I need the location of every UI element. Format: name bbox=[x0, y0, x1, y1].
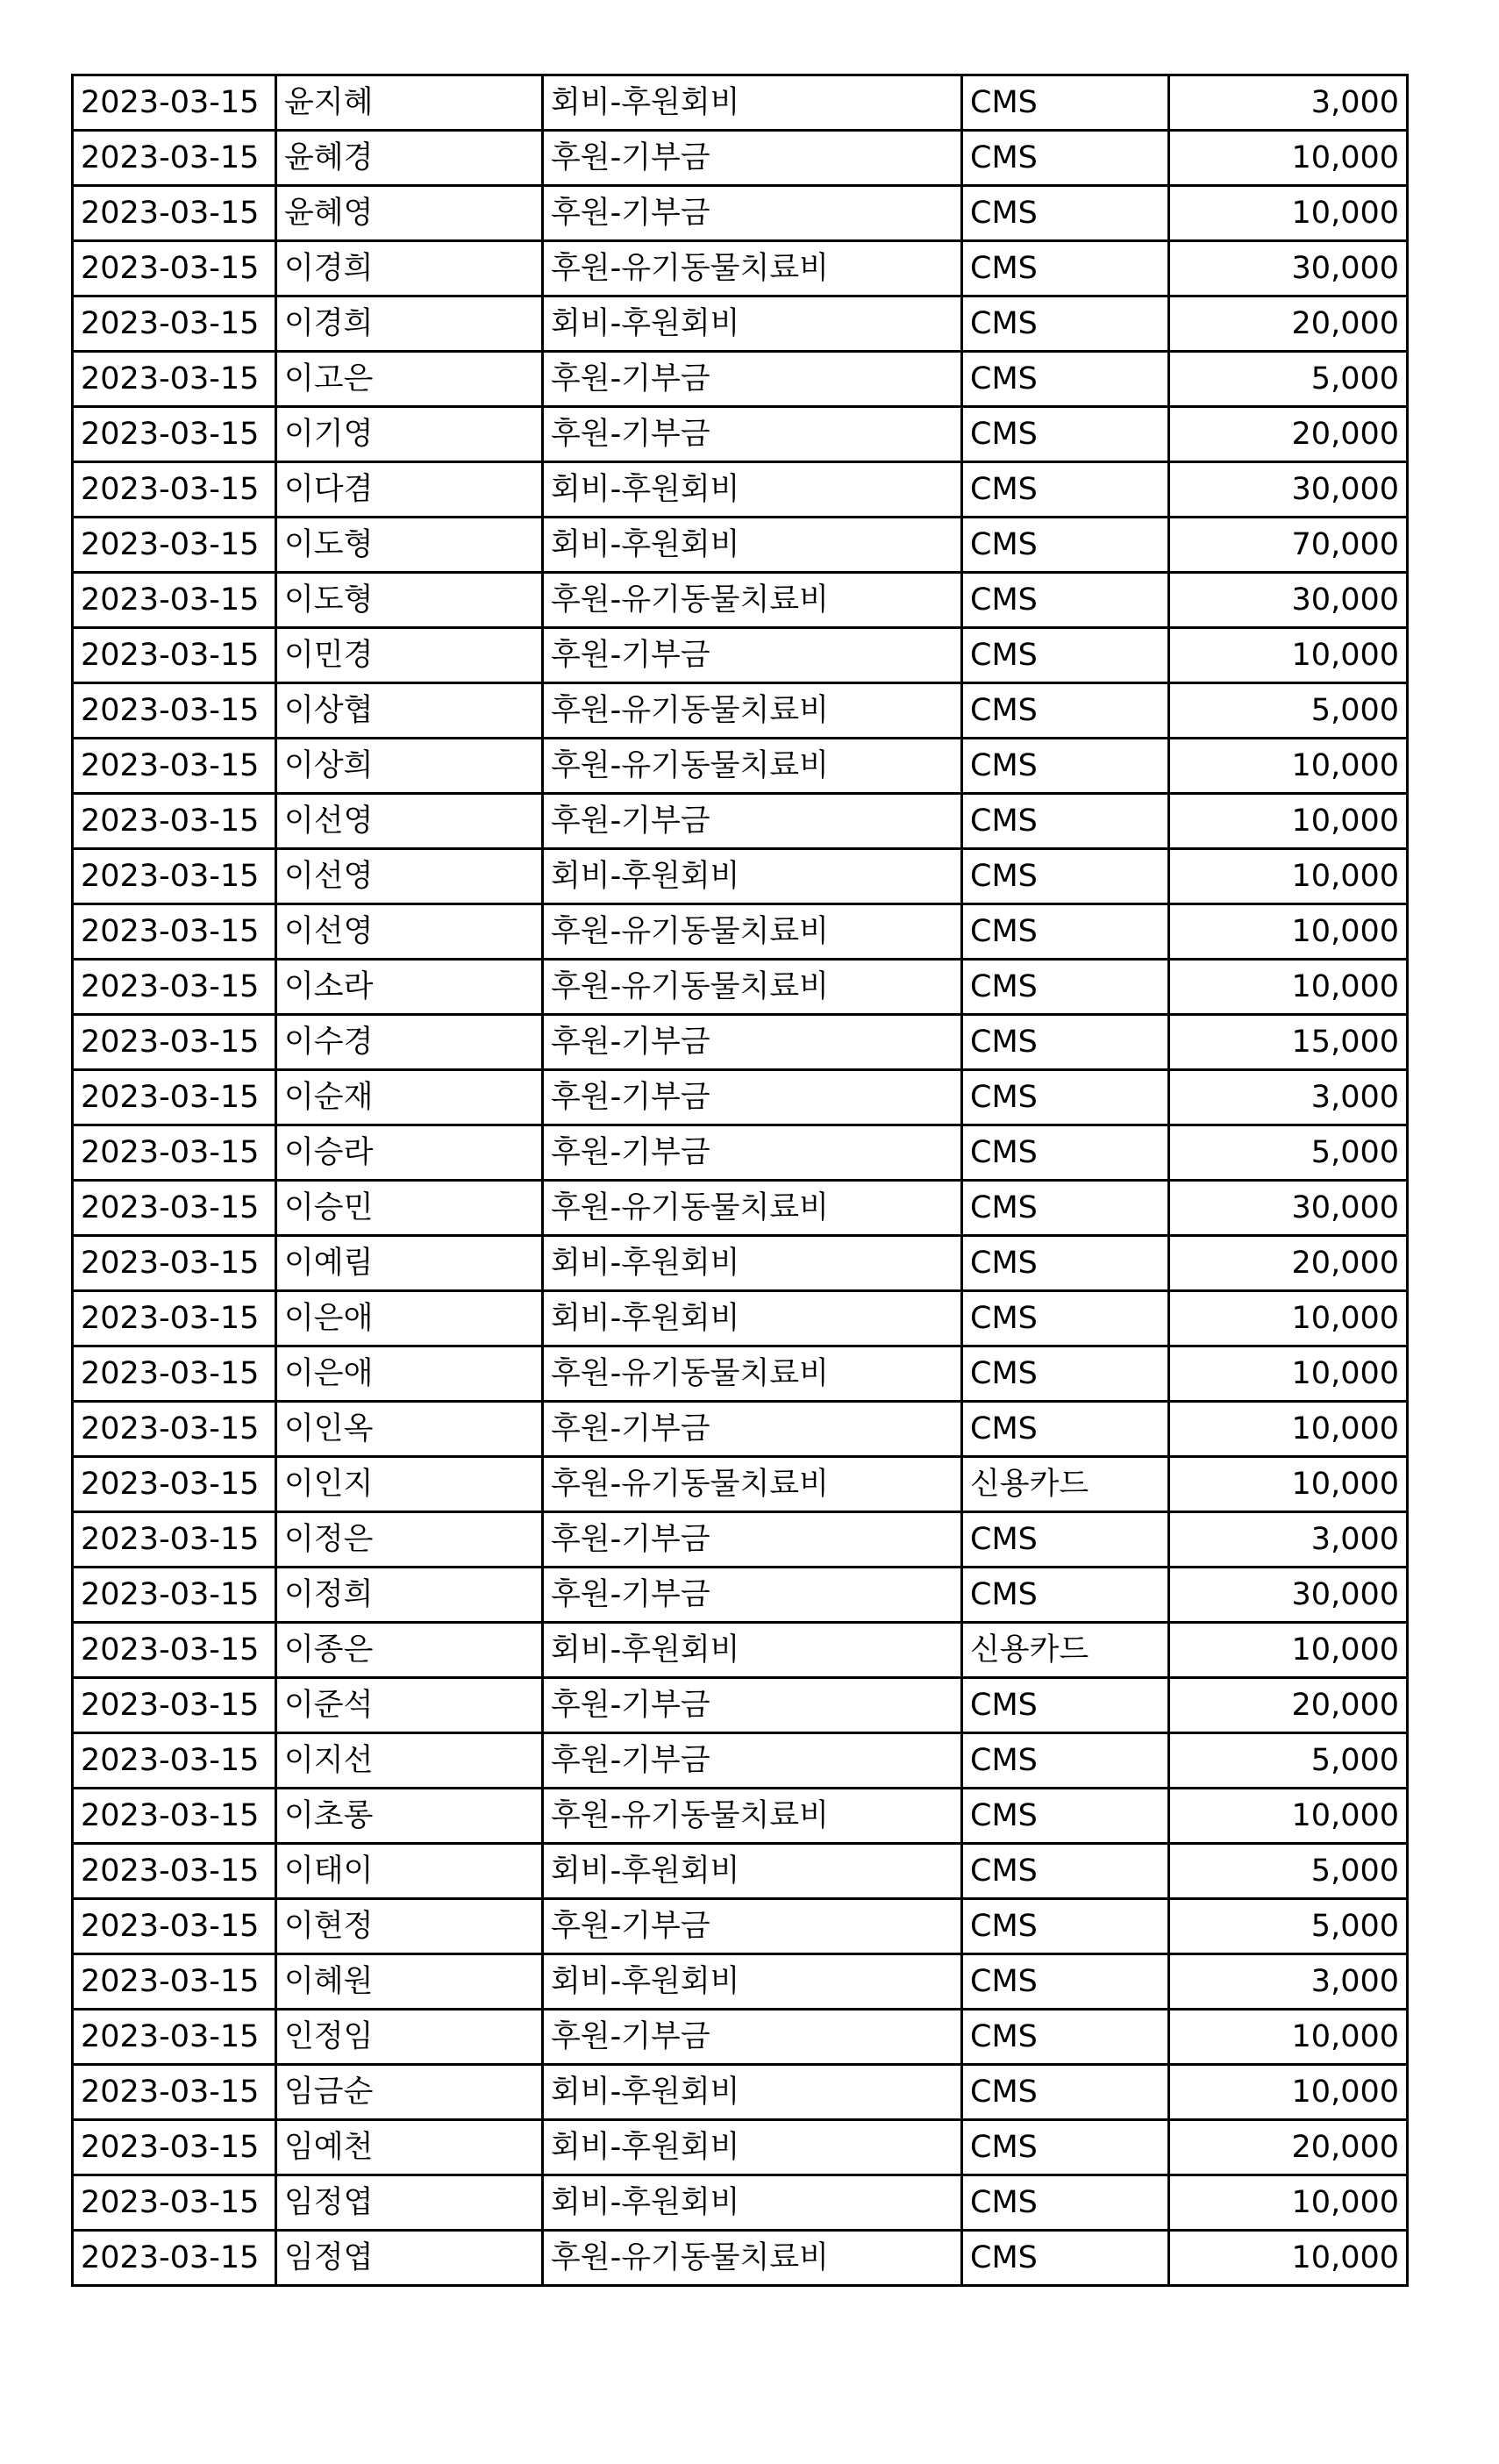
table-row bbox=[73, 1125, 1408, 1181]
donation-ledger-table bbox=[71, 74, 1409, 2287]
category-cell: 후원-유기동물치료비 bbox=[543, 1789, 962, 1844]
donor-name-cell: 이고은 bbox=[276, 352, 543, 407]
date-cell: 2023-03-15 bbox=[73, 186, 276, 241]
date-cell: 2023-03-15 bbox=[73, 1623, 276, 1678]
donor-name-cell: 이경희 bbox=[276, 296, 543, 352]
donor-name-cell: 이혜원 bbox=[276, 1954, 543, 2010]
date-cell: 2023-03-15 bbox=[73, 1512, 276, 1568]
donor-name-cell: 이수경 bbox=[276, 1015, 543, 1070]
payment-method-cell: CMS bbox=[962, 1402, 1169, 1457]
category-cell: 회비-후원회비 bbox=[543, 1291, 962, 1346]
date-cell: 2023-03-15 bbox=[73, 1125, 276, 1181]
amount-cell: 10,000 bbox=[1169, 904, 1408, 960]
amount-cell: 20,000 bbox=[1169, 296, 1408, 352]
donor-name-cell: 임정엽 bbox=[276, 2231, 543, 2286]
donor-name-cell: 이은애 bbox=[276, 1291, 543, 1346]
date-cell: 2023-03-15 bbox=[73, 1789, 276, 1844]
amount-cell: 30,000 bbox=[1169, 1181, 1408, 1236]
amount-cell: 20,000 bbox=[1169, 1236, 1408, 1291]
ledger-body bbox=[73, 75, 1408, 2286]
table-row bbox=[73, 1070, 1408, 1125]
donor-name-cell: 이도형 bbox=[276, 573, 543, 628]
donor-name-cell: 이은애 bbox=[276, 1346, 543, 1402]
donor-name-cell: 임금순 bbox=[276, 2065, 543, 2120]
table-row bbox=[73, 1181, 1408, 1236]
donor-name-cell: 임예천 bbox=[276, 2120, 543, 2175]
donor-name-cell: 이소라 bbox=[276, 960, 543, 1015]
category-cell: 후원-기부금 bbox=[543, 1125, 962, 1181]
donor-name-cell: 이정은 bbox=[276, 1512, 543, 1568]
donor-name-cell: 이준석 bbox=[276, 1678, 543, 1733]
payment-method-cell: CMS bbox=[962, 1125, 1169, 1181]
donor-name-cell: 이도형 bbox=[276, 518, 543, 573]
table-row bbox=[73, 1291, 1408, 1346]
payment-method-cell: 신용카드 bbox=[962, 1623, 1169, 1678]
payment-method-cell: CMS bbox=[962, 1733, 1169, 1789]
payment-method-cell: CMS bbox=[962, 407, 1169, 462]
table-row bbox=[73, 1733, 1408, 1789]
table-row bbox=[73, 1512, 1408, 1568]
table-row bbox=[73, 573, 1408, 628]
category-cell: 회비-후원회비 bbox=[543, 1844, 962, 1899]
amount-cell: 5,000 bbox=[1169, 1899, 1408, 1954]
donor-name-cell: 이선영 bbox=[276, 794, 543, 849]
amount-cell: 20,000 bbox=[1169, 407, 1408, 462]
date-cell: 2023-03-15 bbox=[73, 1402, 276, 1457]
category-cell: 후원-기부금 bbox=[543, 131, 962, 186]
payment-method-cell: CMS bbox=[962, 1568, 1169, 1623]
category-cell: 회비-후원회비 bbox=[543, 296, 962, 352]
table-row bbox=[73, 186, 1408, 241]
date-cell: 2023-03-15 bbox=[73, 1070, 276, 1125]
payment-method-cell: CMS bbox=[962, 1015, 1169, 1070]
amount-cell: 5,000 bbox=[1169, 1733, 1408, 1789]
date-cell: 2023-03-15 bbox=[73, 960, 276, 1015]
category-cell: 회비-후원회비 bbox=[543, 2120, 962, 2175]
table-row bbox=[73, 849, 1408, 904]
table-row bbox=[73, 1678, 1408, 1733]
payment-method-cell: CMS bbox=[962, 960, 1169, 1015]
payment-method-cell: CMS bbox=[962, 2231, 1169, 2286]
donor-name-cell: 이상희 bbox=[276, 739, 543, 794]
date-cell: 2023-03-15 bbox=[73, 1181, 276, 1236]
category-cell: 후원-기부금 bbox=[543, 1568, 962, 1623]
amount-cell: 5,000 bbox=[1169, 352, 1408, 407]
donor-name-cell: 이기영 bbox=[276, 407, 543, 462]
payment-method-cell: CMS bbox=[962, 186, 1169, 241]
payment-method-cell: CMS bbox=[962, 241, 1169, 296]
amount-cell: 10,000 bbox=[1169, 1402, 1408, 1457]
payment-method-cell: CMS bbox=[962, 1844, 1169, 1899]
table-row bbox=[73, 2120, 1408, 2175]
date-cell: 2023-03-15 bbox=[73, 1899, 276, 1954]
category-cell: 후원-유기동물치료비 bbox=[543, 1181, 962, 1236]
date-cell: 2023-03-15 bbox=[73, 1568, 276, 1623]
payment-method-cell: CMS bbox=[962, 904, 1169, 960]
payment-method-cell: CMS bbox=[962, 2120, 1169, 2175]
payment-method-cell: CMS bbox=[962, 1181, 1169, 1236]
donor-name-cell: 이선영 bbox=[276, 904, 543, 960]
category-cell: 후원-유기동물치료비 bbox=[543, 739, 962, 794]
date-cell: 2023-03-15 bbox=[73, 352, 276, 407]
table-row bbox=[73, 1789, 1408, 1844]
payment-method-cell: CMS bbox=[962, 1789, 1169, 1844]
donor-name-cell: 이다겸 bbox=[276, 462, 543, 518]
payment-method-cell: CMS bbox=[962, 1899, 1169, 1954]
payment-method-cell: CMS bbox=[962, 131, 1169, 186]
date-cell: 2023-03-15 bbox=[73, 462, 276, 518]
date-cell: 2023-03-15 bbox=[73, 1236, 276, 1291]
category-cell: 회비-후원회비 bbox=[543, 2175, 962, 2231]
date-cell: 2023-03-15 bbox=[73, 131, 276, 186]
date-cell: 2023-03-15 bbox=[73, 849, 276, 904]
amount-cell: 10,000 bbox=[1169, 2231, 1408, 2286]
table-row bbox=[73, 1015, 1408, 1070]
date-cell: 2023-03-15 bbox=[73, 518, 276, 573]
payment-method-cell: CMS bbox=[962, 739, 1169, 794]
amount-cell: 15,000 bbox=[1169, 1015, 1408, 1070]
table-row bbox=[73, 1236, 1408, 1291]
donor-name-cell: 이선영 bbox=[276, 849, 543, 904]
category-cell: 후원-유기동물치료비 bbox=[543, 960, 962, 1015]
amount-cell: 5,000 bbox=[1169, 1125, 1408, 1181]
category-cell: 회비-후원회비 bbox=[543, 1236, 962, 1291]
category-cell: 회비-후원회비 bbox=[543, 518, 962, 573]
amount-cell: 30,000 bbox=[1169, 1568, 1408, 1623]
donor-name-cell: 이정희 bbox=[276, 1568, 543, 1623]
category-cell: 후원-기부금 bbox=[543, 1899, 962, 1954]
category-cell: 후원-기부금 bbox=[543, 1402, 962, 1457]
payment-method-cell: CMS bbox=[962, 1070, 1169, 1125]
category-cell: 후원-유기동물치료비 bbox=[543, 2231, 962, 2286]
amount-cell: 10,000 bbox=[1169, 186, 1408, 241]
category-cell: 회비-후원회비 bbox=[543, 1623, 962, 1678]
donor-name-cell: 이종은 bbox=[276, 1623, 543, 1678]
category-cell: 회비-후원회비 bbox=[543, 75, 962, 131]
table-row bbox=[73, 739, 1408, 794]
category-cell: 후원-기부금 bbox=[543, 1070, 962, 1125]
donor-name-cell: 이순재 bbox=[276, 1070, 543, 1125]
payment-method-cell: CMS bbox=[962, 1678, 1169, 1733]
table-row bbox=[73, 794, 1408, 849]
date-cell: 2023-03-15 bbox=[73, 1733, 276, 1789]
amount-cell: 10,000 bbox=[1169, 1457, 1408, 1512]
category-cell: 후원-유기동물치료비 bbox=[543, 1346, 962, 1402]
category-cell: 후원-유기동물치료비 bbox=[543, 683, 962, 739]
payment-method-cell: CMS bbox=[962, 518, 1169, 573]
table-row bbox=[73, 1844, 1408, 1899]
donor-name-cell: 윤지혜 bbox=[276, 75, 543, 131]
amount-cell: 10,000 bbox=[1169, 960, 1408, 1015]
table-row bbox=[73, 1402, 1408, 1457]
table-row bbox=[73, 628, 1408, 683]
payment-method-cell: CMS bbox=[962, 296, 1169, 352]
date-cell: 2023-03-15 bbox=[73, 2065, 276, 2120]
table-row bbox=[73, 1457, 1408, 1512]
donor-name-cell: 이인옥 bbox=[276, 1402, 543, 1457]
amount-cell: 10,000 bbox=[1169, 2010, 1408, 2065]
amount-cell: 10,000 bbox=[1169, 1789, 1408, 1844]
category-cell: 회비-후원회비 bbox=[543, 462, 962, 518]
table-row bbox=[73, 1568, 1408, 1623]
donor-name-cell: 이지선 bbox=[276, 1733, 543, 1789]
amount-cell: 10,000 bbox=[1169, 794, 1408, 849]
table-row bbox=[73, 2231, 1408, 2286]
date-cell: 2023-03-15 bbox=[73, 628, 276, 683]
category-cell: 후원-기부금 bbox=[543, 2010, 962, 2065]
amount-cell: 10,000 bbox=[1169, 628, 1408, 683]
category-cell: 후원-기부금 bbox=[543, 352, 962, 407]
donor-name-cell: 이민경 bbox=[276, 628, 543, 683]
amount-cell: 5,000 bbox=[1169, 683, 1408, 739]
amount-cell: 30,000 bbox=[1169, 462, 1408, 518]
amount-cell: 3,000 bbox=[1169, 1512, 1408, 1568]
date-cell: 2023-03-15 bbox=[73, 1346, 276, 1402]
category-cell: 후원-기부금 bbox=[543, 1678, 962, 1733]
payment-method-cell: CMS bbox=[962, 628, 1169, 683]
date-cell: 2023-03-15 bbox=[73, 75, 276, 131]
date-cell: 2023-03-15 bbox=[73, 739, 276, 794]
category-cell: 후원-유기동물치료비 bbox=[543, 241, 962, 296]
amount-cell: 3,000 bbox=[1169, 1954, 1408, 2010]
date-cell: 2023-03-15 bbox=[73, 1678, 276, 1733]
payment-method-cell: CMS bbox=[962, 2010, 1169, 2065]
date-cell: 2023-03-15 bbox=[73, 573, 276, 628]
donor-name-cell: 임정엽 bbox=[276, 2175, 543, 2231]
amount-cell: 10,000 bbox=[1169, 2175, 1408, 2231]
amount-cell: 10,000 bbox=[1169, 1291, 1408, 1346]
payment-method-cell: CMS bbox=[962, 849, 1169, 904]
payment-method-cell: 신용카드 bbox=[962, 1457, 1169, 1512]
category-cell: 후원-기부금 bbox=[543, 1015, 962, 1070]
amount-cell: 3,000 bbox=[1169, 75, 1408, 131]
table-row bbox=[73, 960, 1408, 1015]
table-row bbox=[73, 2010, 1408, 2065]
donor-name-cell: 이태이 bbox=[276, 1844, 543, 1899]
amount-cell: 10,000 bbox=[1169, 1623, 1408, 1678]
amount-cell: 70,000 bbox=[1169, 518, 1408, 573]
category-cell: 후원-유기동물치료비 bbox=[543, 904, 962, 960]
table-row bbox=[73, 131, 1408, 186]
table-row bbox=[73, 1623, 1408, 1678]
table-row bbox=[73, 462, 1408, 518]
date-cell: 2023-03-15 bbox=[73, 2175, 276, 2231]
table-row bbox=[73, 75, 1408, 131]
amount-cell: 30,000 bbox=[1169, 573, 1408, 628]
date-cell: 2023-03-15 bbox=[73, 904, 276, 960]
date-cell: 2023-03-15 bbox=[73, 2120, 276, 2175]
donor-name-cell: 이현정 bbox=[276, 1899, 543, 1954]
category-cell: 후원-유기동물치료비 bbox=[543, 573, 962, 628]
date-cell: 2023-03-15 bbox=[73, 407, 276, 462]
date-cell: 2023-03-15 bbox=[73, 1015, 276, 1070]
donor-name-cell: 윤혜영 bbox=[276, 186, 543, 241]
amount-cell: 10,000 bbox=[1169, 131, 1408, 186]
date-cell: 2023-03-15 bbox=[73, 683, 276, 739]
category-cell: 후원-기부금 bbox=[543, 628, 962, 683]
donor-name-cell: 인정임 bbox=[276, 2010, 543, 2065]
payment-method-cell: CMS bbox=[962, 1236, 1169, 1291]
category-cell: 후원-기부금 bbox=[543, 1512, 962, 1568]
category-cell: 회비-후원회비 bbox=[543, 849, 962, 904]
table-row bbox=[73, 2175, 1408, 2231]
donor-name-cell: 이승민 bbox=[276, 1181, 543, 1236]
category-cell: 후원-유기동물치료비 bbox=[543, 1457, 962, 1512]
payment-method-cell: CMS bbox=[962, 573, 1169, 628]
date-cell: 2023-03-15 bbox=[73, 794, 276, 849]
amount-cell: 3,000 bbox=[1169, 1070, 1408, 1125]
category-cell: 회비-후원회비 bbox=[543, 2065, 962, 2120]
payment-method-cell: CMS bbox=[962, 1346, 1169, 1402]
payment-method-cell: CMS bbox=[962, 683, 1169, 739]
payment-method-cell: CMS bbox=[962, 75, 1169, 131]
date-cell: 2023-03-15 bbox=[73, 1457, 276, 1512]
amount-cell: 20,000 bbox=[1169, 2120, 1408, 2175]
payment-method-cell: CMS bbox=[962, 1512, 1169, 1568]
date-cell: 2023-03-15 bbox=[73, 241, 276, 296]
payment-method-cell: CMS bbox=[962, 352, 1169, 407]
table-row bbox=[73, 518, 1408, 573]
amount-cell: 10,000 bbox=[1169, 849, 1408, 904]
donor-name-cell: 이경희 bbox=[276, 241, 543, 296]
date-cell: 2023-03-15 bbox=[73, 2231, 276, 2286]
donor-name-cell: 이승라 bbox=[276, 1125, 543, 1181]
category-cell: 후원-기부금 bbox=[543, 794, 962, 849]
category-cell: 후원-기부금 bbox=[543, 186, 962, 241]
category-cell: 후원-기부금 bbox=[543, 407, 962, 462]
table-row bbox=[73, 904, 1408, 960]
category-cell: 후원-기부금 bbox=[543, 1733, 962, 1789]
amount-cell: 30,000 bbox=[1169, 241, 1408, 296]
payment-method-cell: CMS bbox=[962, 2175, 1169, 2231]
date-cell: 2023-03-15 bbox=[73, 1954, 276, 2010]
table-row bbox=[73, 296, 1408, 352]
amount-cell: 10,000 bbox=[1169, 1346, 1408, 1402]
payment-method-cell: CMS bbox=[962, 462, 1169, 518]
date-cell: 2023-03-15 bbox=[73, 1291, 276, 1346]
amount-cell: 10,000 bbox=[1169, 2065, 1408, 2120]
payment-method-cell: CMS bbox=[962, 2065, 1169, 2120]
table-row bbox=[73, 683, 1408, 739]
table-row bbox=[73, 1954, 1408, 2010]
category-cell: 회비-후원회비 bbox=[543, 1954, 962, 2010]
date-cell: 2023-03-15 bbox=[73, 296, 276, 352]
table-row bbox=[73, 352, 1408, 407]
date-cell: 2023-03-15 bbox=[73, 2010, 276, 2065]
amount-cell: 20,000 bbox=[1169, 1678, 1408, 1733]
payment-method-cell: CMS bbox=[962, 1291, 1169, 1346]
donor-name-cell: 이예림 bbox=[276, 1236, 543, 1291]
donor-name-cell: 이초롱 bbox=[276, 1789, 543, 1844]
table-row bbox=[73, 407, 1408, 462]
table-row bbox=[73, 2065, 1408, 2120]
table-row bbox=[73, 1899, 1408, 1954]
donor-name-cell: 이인지 bbox=[276, 1457, 543, 1512]
table-row bbox=[73, 1346, 1408, 1402]
table-row bbox=[73, 241, 1408, 296]
donor-name-cell: 이상협 bbox=[276, 683, 543, 739]
payment-method-cell: CMS bbox=[962, 1954, 1169, 2010]
date-cell: 2023-03-15 bbox=[73, 1844, 276, 1899]
amount-cell: 10,000 bbox=[1169, 739, 1408, 794]
payment-method-cell: CMS bbox=[962, 794, 1169, 849]
donor-name-cell: 윤혜경 bbox=[276, 131, 543, 186]
amount-cell: 5,000 bbox=[1169, 1844, 1408, 1899]
